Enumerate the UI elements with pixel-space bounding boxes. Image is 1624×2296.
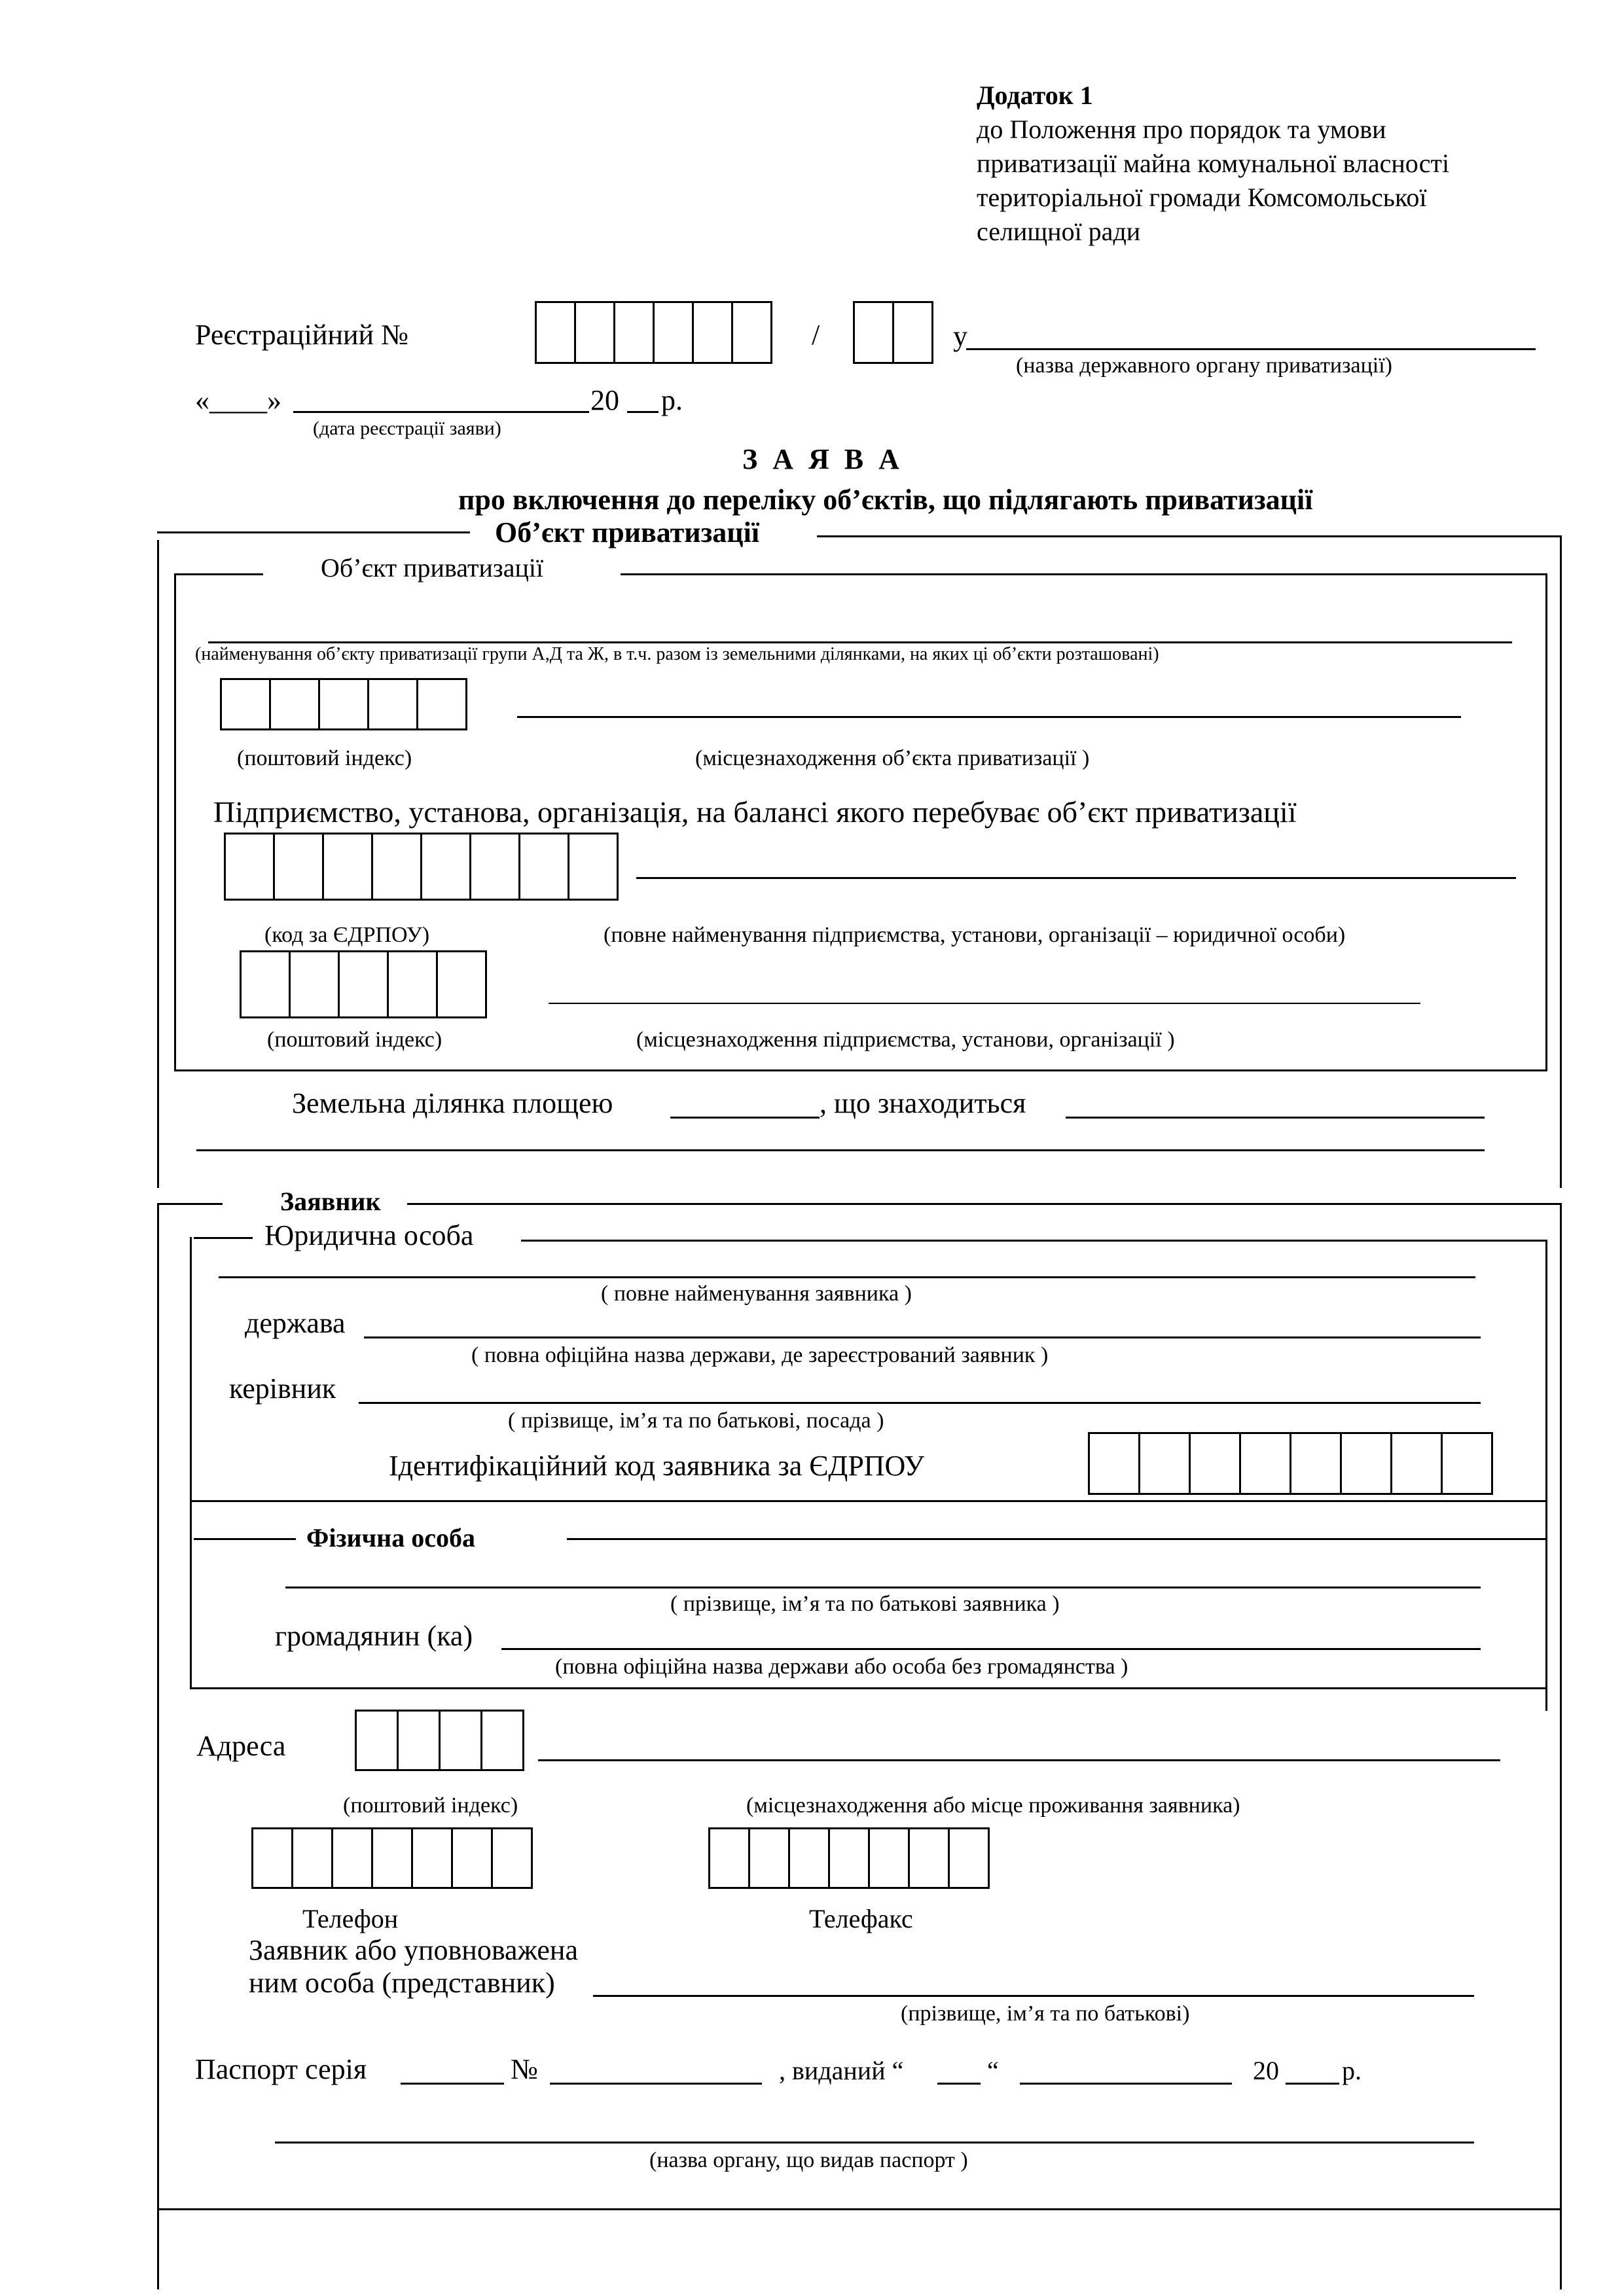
document-title: З А Я В А xyxy=(742,443,903,475)
appendix-title: Додаток 1 xyxy=(977,81,1093,110)
land-label: Земельна ділянка площею xyxy=(292,1087,613,1119)
postal-cell[interactable] xyxy=(289,950,340,1018)
land-location-field-2[interactable] xyxy=(196,1149,1485,1151)
legal-entity-legend: Юридична особа xyxy=(264,1219,474,1251)
phone-cell[interactable] xyxy=(291,1827,333,1889)
state-field[interactable] xyxy=(364,1336,1481,1338)
state-label: держава xyxy=(245,1307,346,1339)
issued-year: 20 xyxy=(1253,2056,1279,2085)
registration-cell[interactable] xyxy=(613,301,655,364)
residence-field[interactable] xyxy=(538,1759,1500,1761)
document-subtitle: про включення до переліку об’єктів, що підлягають приватизації xyxy=(458,484,1313,516)
object-location-caption: (місцезнаходження об’єкта приватизації ) xyxy=(695,746,1090,770)
edrpou-caption: (код за ЄДРПОУ) xyxy=(264,923,430,947)
address-postal-caption: (поштовий індекс) xyxy=(343,1793,518,1818)
postal-cell[interactable] xyxy=(416,678,467,730)
fax-cell[interactable] xyxy=(788,1827,830,1889)
postal-cell[interactable] xyxy=(439,1710,482,1771)
passport-number-label: № xyxy=(511,2053,538,2085)
passport-label: Паспорт серія xyxy=(195,2053,367,2085)
registration-number-cells[interactable] xyxy=(535,301,770,364)
citizenship-field[interactable] xyxy=(501,1648,1481,1650)
issued-month-field[interactable] xyxy=(1020,2083,1232,2085)
fax-cell[interactable] xyxy=(748,1827,790,1889)
passport-number-field[interactable] xyxy=(550,2083,762,2085)
registration-suffix-cell[interactable] xyxy=(892,301,933,364)
object-section-legend: Об’єкт приватизації xyxy=(495,516,760,548)
edrpou-cell[interactable] xyxy=(1189,1432,1241,1495)
issuer-caption: (назва органу, що видав паспорт ) xyxy=(649,2148,968,2172)
appendix-line-3: територіальної громади Комсомольської xyxy=(977,183,1427,212)
postal-cell[interactable] xyxy=(338,950,389,1018)
head-caption: ( прізвище, ім’я та по батькові, посада ) xyxy=(508,1408,884,1433)
object-name-caption: (найменування об’єкту приватизації групи А,Д та Ж, в т.ч. разом із земельними ділянками, на яких ці об’єкти розташовані) xyxy=(195,644,1159,664)
edrpou-cell[interactable] xyxy=(1340,1432,1392,1495)
edrpou-cell[interactable] xyxy=(1088,1432,1140,1495)
postal-cell[interactable] xyxy=(480,1710,524,1771)
land-location-label: , що знаходиться xyxy=(820,1087,1026,1119)
date-year: 20 xyxy=(590,384,619,416)
edrpou-cell[interactable] xyxy=(273,833,324,901)
object-postal-caption: (поштовий індекс) xyxy=(237,746,412,770)
edrpou-cell[interactable] xyxy=(469,833,520,901)
fax-cell[interactable] xyxy=(828,1827,870,1889)
edrpou-cell[interactable] xyxy=(420,833,471,901)
citizen-label: громадянин (ка) xyxy=(275,1620,473,1652)
date-field[interactable] xyxy=(293,411,589,413)
representative-label-1: Заявник або уповноважена xyxy=(249,1934,578,1966)
phone-cell[interactable] xyxy=(491,1827,533,1889)
issued-label: , виданий “ xyxy=(779,2056,904,2085)
phone-caption: Телефон xyxy=(302,1904,399,1933)
issued-day-field[interactable] xyxy=(937,2083,981,2085)
phone-cell[interactable] xyxy=(451,1827,493,1889)
edrpou-cell[interactable] xyxy=(1441,1432,1493,1495)
appendix-line-2: приватизації майна комунальної власності xyxy=(977,149,1450,178)
registration-cell[interactable] xyxy=(692,301,733,364)
edrpou-cell[interactable] xyxy=(371,833,422,901)
registration-in-label: у xyxy=(953,320,967,352)
natural-person-legend: Фізична особа xyxy=(306,1523,475,1552)
appendix-line-1: до Положення про порядок та умови xyxy=(977,115,1386,144)
representative-label-2: ним особа (представник) xyxy=(249,1967,555,1999)
enterprise-location-caption: (місцезнаходження підприємства, установи, організації ) xyxy=(636,1028,1175,1052)
registration-suffix-cell[interactable] xyxy=(853,301,894,364)
id-code-label: Ідентифікаційний код заявника за ЄДРПОУ xyxy=(389,1450,925,1482)
registration-cell[interactable] xyxy=(653,301,694,364)
applicant-full-name-caption: ( повне найменування заявника ) xyxy=(601,1282,912,1306)
state-caption: ( повна офіційна назва держави, де зареєстрований заявник ) xyxy=(471,1343,1049,1367)
edrpou-cell[interactable] xyxy=(518,833,569,901)
postal-cell[interactable] xyxy=(318,678,369,730)
person-name-caption: ( прізвище, ім’я та по батькові заявника ) xyxy=(670,1592,1060,1616)
postal-cell[interactable] xyxy=(220,678,271,730)
postal-cell[interactable] xyxy=(387,950,438,1018)
edrpou-cell[interactable] xyxy=(1290,1432,1342,1495)
fax-cell[interactable] xyxy=(708,1827,750,1889)
land-location-field[interactable] xyxy=(1066,1117,1485,1119)
organ-caption: (назва державного органу приватизації) xyxy=(1016,353,1392,378)
postal-cell[interactable] xyxy=(269,678,320,730)
issued-suffix: р. xyxy=(1342,2056,1362,2085)
citizen-caption: (повна офіційна назва держави або особа без громадянства ) xyxy=(555,1655,1128,1679)
edrpou-cell[interactable] xyxy=(1138,1432,1191,1495)
phone-cell[interactable] xyxy=(251,1827,293,1889)
postal-cell[interactable] xyxy=(367,678,418,730)
edrpou-cell[interactable] xyxy=(1239,1432,1291,1495)
address-postal-cells[interactable] xyxy=(355,1710,522,1771)
phone-cell[interactable] xyxy=(411,1827,453,1889)
enterprise-name-field[interactable] xyxy=(636,877,1516,879)
fax-cell[interactable] xyxy=(948,1827,990,1889)
object-postal-cells[interactable] xyxy=(220,678,465,730)
organ-name-field[interactable] xyxy=(966,348,1536,350)
representative-field[interactable] xyxy=(593,1995,1474,1997)
registration-suffix-cells[interactable] xyxy=(853,301,931,364)
enterprise-postal-cells[interactable] xyxy=(240,950,485,1018)
fax-cell[interactable] xyxy=(908,1827,950,1889)
postal-cell[interactable] xyxy=(240,950,291,1018)
applicant-legend: Заявник xyxy=(280,1187,381,1216)
fax-cell[interactable] xyxy=(868,1827,910,1889)
residence-caption: (місцезнаходження або місце проживання заявника) xyxy=(746,1793,1240,1818)
date-year-field[interactable] xyxy=(627,411,659,413)
object-location-field[interactable] xyxy=(517,716,1461,718)
phone-cells[interactable] xyxy=(251,1827,531,1889)
registration-slash: / xyxy=(812,319,820,351)
applicant-edrpou-cells[interactable] xyxy=(1088,1432,1491,1495)
applicant-full-name-field[interactable] xyxy=(219,1276,1475,1278)
registration-cell[interactable] xyxy=(731,301,772,364)
enterprise-postal-caption: (поштовий індекс) xyxy=(267,1028,442,1052)
postal-cell[interactable] xyxy=(355,1710,399,1771)
passport-series-field[interactable] xyxy=(401,2083,504,2085)
postal-cell[interactable] xyxy=(397,1710,441,1771)
passport-issuer-field[interactable] xyxy=(275,2142,1474,2144)
postal-cell[interactable] xyxy=(436,950,487,1018)
edrpou-cell[interactable] xyxy=(322,833,373,901)
fax-cells[interactable] xyxy=(708,1827,988,1889)
date-suffix: р. xyxy=(661,384,683,416)
phone-cell[interactable] xyxy=(331,1827,373,1889)
object-name-field[interactable] xyxy=(208,641,1512,643)
date-caption: (дата реєстрації заяви) xyxy=(313,418,501,439)
registration-cell[interactable] xyxy=(574,301,615,364)
enterprise-edrpou-cells[interactable] xyxy=(224,833,617,901)
edrpou-cell[interactable] xyxy=(224,833,275,901)
issued-quote: “ xyxy=(987,2056,999,2085)
fax-caption: Телефакс xyxy=(809,1904,913,1933)
address-label: Адреса xyxy=(196,1730,286,1762)
edrpou-cell[interactable] xyxy=(1390,1432,1443,1495)
enterprise-label: Підприємство, установа, організація, на балансі якого перебуває об’єкт приватизації xyxy=(213,795,1297,829)
land-area-field[interactable] xyxy=(670,1117,820,1119)
appendix-line-4: селищної ради xyxy=(977,217,1141,246)
edrpou-cell[interactable] xyxy=(568,833,619,901)
enterprise-location-field[interactable] xyxy=(549,1003,1420,1004)
date-open: «____» xyxy=(195,384,281,416)
head-field[interactable] xyxy=(359,1402,1481,1404)
person-name-field[interactable] xyxy=(285,1587,1481,1588)
registration-cell[interactable] xyxy=(535,301,576,364)
representative-caption: (прізвище, ім’я та по батькові) xyxy=(901,2001,1190,2026)
issued-year-field[interactable] xyxy=(1286,2083,1339,2085)
object-inner-legend: Об’єкт приватизації xyxy=(321,553,544,583)
phone-cell[interactable] xyxy=(371,1827,413,1889)
head-label: керівник xyxy=(229,1372,336,1405)
enterprise-name-caption: (повне найменування підприємства, установи, організації – юридичної особи) xyxy=(604,923,1346,947)
registration-label: Реєстраційний № xyxy=(195,319,409,351)
